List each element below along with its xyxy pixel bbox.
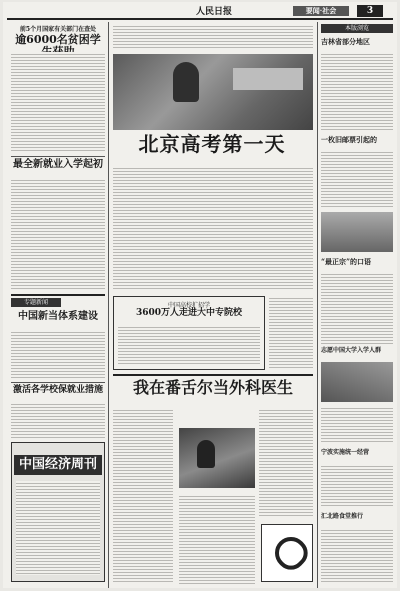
rail-item-6: 汇北路食堂推行 xyxy=(321,513,364,520)
left-headline-3: 中国新当体系建设 xyxy=(18,311,98,322)
rail-item-2: 一枚旧邮票引起的 xyxy=(321,135,377,144)
left-article-4-body xyxy=(11,402,105,438)
left-divider-3 xyxy=(11,382,105,383)
section-label: 专题新闻 xyxy=(23,299,48,306)
doctor-figure xyxy=(197,440,215,468)
magazine-ad xyxy=(11,442,105,582)
main-headline: 北京高考第一天 xyxy=(138,132,286,156)
photo-caption-lines xyxy=(113,24,313,48)
column-rule-right xyxy=(317,22,318,588)
magazine-title: 中国经济周刊 xyxy=(18,457,97,472)
enrollment-box xyxy=(113,296,265,370)
page-number: 3 xyxy=(366,6,374,16)
left-divider-2 xyxy=(11,294,105,296)
rail-title-box xyxy=(321,24,393,33)
photo-caption xyxy=(113,24,313,50)
doctor-article-col-2 xyxy=(179,494,255,584)
heart-icon xyxy=(268,530,313,575)
rail-item-2-body xyxy=(321,150,393,208)
enrollment-headline: 3600万人走进大中专院校 xyxy=(135,308,243,318)
left-headline-2: 最全新就业入学起初 xyxy=(13,159,103,170)
left-article-3-body xyxy=(11,330,105,378)
left-article-1-body xyxy=(11,52,105,152)
enrollment-body xyxy=(118,325,260,365)
rail-photo-1 xyxy=(321,212,393,252)
rail-item-3-body xyxy=(321,272,393,344)
rail-item-1: 吉林省部分地区 xyxy=(321,37,370,46)
left-kicker: 前5个月国家有关部门在查处 xyxy=(19,26,97,33)
left-divider-1 xyxy=(11,156,105,157)
doctor-article-col-3 xyxy=(259,408,313,518)
section-badge xyxy=(293,6,349,16)
exam-day-photo xyxy=(113,54,313,130)
left-headline-1: 逾6000名贫困学 xyxy=(15,33,101,46)
charity-logo-box xyxy=(261,524,313,582)
left-headline-4: 激活各学校保就业措施 xyxy=(12,385,103,395)
magazine-title-bar xyxy=(14,455,102,475)
rail-item-3: “最正宗”的口语 xyxy=(321,257,372,266)
rail-item-4: 志愿中国大学入学人群 xyxy=(321,347,382,354)
photo-figure xyxy=(173,62,199,102)
rail-item-6-body xyxy=(321,528,393,582)
section-badge-text: 要闻·社会 xyxy=(305,6,337,15)
doctor-headline: 我在番舌尔当外科医生 xyxy=(132,378,293,397)
rail-item-5-body xyxy=(321,464,393,508)
enrollment-kicker: 中国高校扩招学 xyxy=(167,302,210,309)
rail-item-4-body xyxy=(321,406,393,444)
doctor-article-col-1 xyxy=(113,408,173,584)
rail-item-5: 宁波实施统一经营 xyxy=(321,449,370,456)
masthead-rule xyxy=(7,18,393,20)
newspaper-page xyxy=(3,2,397,588)
paper-name: 人民日报 xyxy=(195,7,232,17)
magazine-contents xyxy=(16,481,100,575)
main-article-body xyxy=(113,166,313,290)
column-rule-left xyxy=(108,22,109,588)
rail-title: 本版浏览 xyxy=(344,25,369,32)
doctor-photo xyxy=(179,428,255,488)
rail-item-1-body xyxy=(321,52,393,132)
left-article-2-body xyxy=(11,178,105,290)
rail-photo-2 xyxy=(321,362,393,402)
section-label-box xyxy=(11,298,61,307)
photo-building xyxy=(233,68,303,90)
center-divider xyxy=(113,374,313,376)
sidebar-brief xyxy=(269,296,313,368)
page-number-box xyxy=(357,5,383,17)
